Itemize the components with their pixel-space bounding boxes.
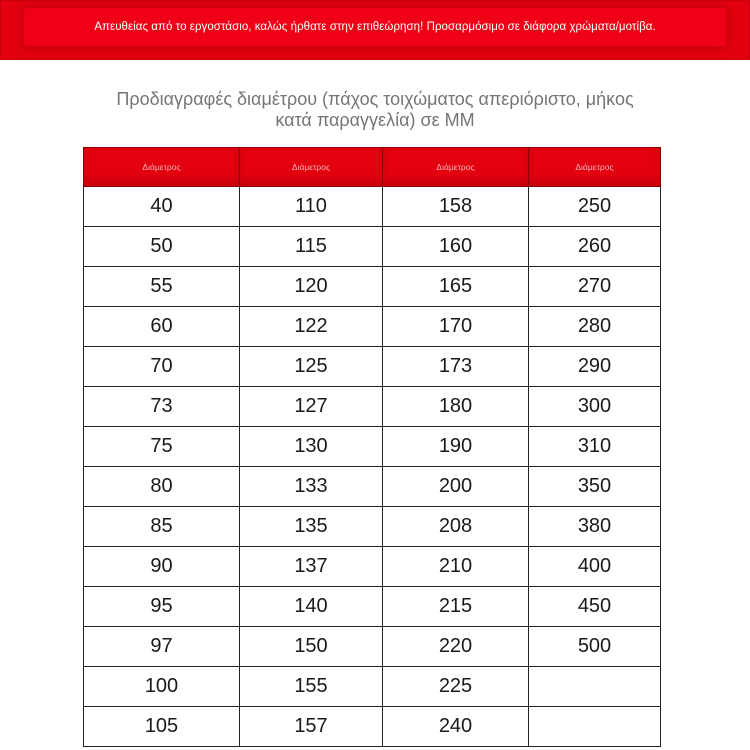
promo-banner-panel	[24, 8, 726, 46]
diameter-cell: 240	[383, 707, 529, 747]
diameter-cell: 105	[84, 707, 240, 747]
diameter-cell: 110	[240, 187, 383, 227]
table-row	[84, 427, 661, 467]
diameter-cell: 90	[84, 547, 240, 587]
diameter-cell: 208	[383, 507, 529, 547]
diameter-cell: 200	[383, 467, 529, 507]
table-row	[84, 707, 661, 747]
table-row	[84, 187, 661, 227]
diameter-cell: 60	[84, 307, 240, 347]
diameter-cell: 85	[84, 507, 240, 547]
diameter-cell: 73	[84, 387, 240, 427]
diameter-cell: 122	[240, 307, 383, 347]
diameter-cell: 173	[383, 347, 529, 387]
diameter-cell: 125	[240, 347, 383, 387]
diameter-cell: 95	[84, 587, 240, 627]
diameter-cell: 137	[240, 547, 383, 587]
table-row	[84, 627, 661, 667]
table-row	[84, 227, 661, 267]
spec-title-line-1: Προδιαγραφές διαμέτρου (πάχος τοιχώματος απεριόριστο, μήκος	[116, 89, 634, 109]
diameter-cell: 260	[529, 227, 661, 267]
diameter-cell: 220	[383, 627, 529, 667]
column-header: Διάμετρος	[383, 148, 529, 187]
spec-title-line-2: κατά παραγγελία) σε MM	[275, 110, 475, 130]
table-row	[84, 467, 661, 507]
table-row	[84, 267, 661, 307]
column-header: Διάμετρος	[529, 148, 661, 187]
diameter-cell: 150	[240, 627, 383, 667]
diameter-cell: 135	[240, 507, 383, 547]
column-header: Διάμετρος	[240, 148, 383, 187]
diameter-cell: 75	[84, 427, 240, 467]
table-row	[84, 307, 661, 347]
diameter-cell: 350	[529, 467, 661, 507]
diameter-cell: 40	[84, 187, 240, 227]
diameter-cell: 133	[240, 467, 383, 507]
diameter-cell: 290	[529, 347, 661, 387]
diameter-cell: 270	[529, 267, 661, 307]
diameter-spec-table	[83, 147, 661, 747]
table-header	[84, 148, 661, 187]
table-row	[84, 667, 661, 707]
column-header: Διάμετρος	[84, 148, 240, 187]
diameter-cell: 215	[383, 587, 529, 627]
diameter-cell: 250	[529, 187, 661, 227]
diameter-cell: 170	[383, 307, 529, 347]
diameter-cell: 50	[84, 227, 240, 267]
diameter-cell: 70	[84, 347, 240, 387]
diameter-cell: 127	[240, 387, 383, 427]
promo-banner	[0, 0, 750, 60]
diameter-cell: 115	[240, 227, 383, 267]
table-row	[84, 347, 661, 387]
table-row	[84, 507, 661, 547]
diameter-cell: 190	[383, 427, 529, 467]
diameter-cell: 500	[529, 627, 661, 667]
diameter-cell: 400	[529, 547, 661, 587]
diameter-cell: 210	[383, 547, 529, 587]
table-row	[84, 587, 661, 627]
diameter-cell: 310	[529, 427, 661, 467]
diameter-cell: 180	[383, 387, 529, 427]
diameter-cell: 120	[240, 267, 383, 307]
diameter-cell: 157	[240, 707, 383, 747]
diameter-cell: 100	[84, 667, 240, 707]
promo-banner-text: Απευθείας από το εργοστάσιο, καλώς ήρθατε στην επιθεώρηση! Προσαρμόσιμο σε διάφορα χρώματα/μοτίβα.	[94, 21, 656, 33]
table-body	[84, 187, 661, 747]
diameter-cell: 165	[383, 267, 529, 307]
spec-title	[60, 89, 690, 131]
diameter-cell: 450	[529, 587, 661, 627]
diameter-cell: 55	[84, 267, 240, 307]
diameter-cell: 140	[240, 587, 383, 627]
diameter-cell: 280	[529, 307, 661, 347]
diameter-cell: 155	[240, 667, 383, 707]
diameter-cell	[529, 707, 661, 747]
diameter-cell: 158	[383, 187, 529, 227]
diameter-cell: 80	[84, 467, 240, 507]
diameter-cell	[529, 667, 661, 707]
table-row	[84, 547, 661, 587]
diameter-cell: 380	[529, 507, 661, 547]
table-row	[84, 387, 661, 427]
diameter-cell: 97	[84, 627, 240, 667]
diameter-cell: 225	[383, 667, 529, 707]
diameter-cell: 300	[529, 387, 661, 427]
diameter-cell: 160	[383, 227, 529, 267]
diameter-cell: 130	[240, 427, 383, 467]
table-header-row	[84, 148, 661, 187]
